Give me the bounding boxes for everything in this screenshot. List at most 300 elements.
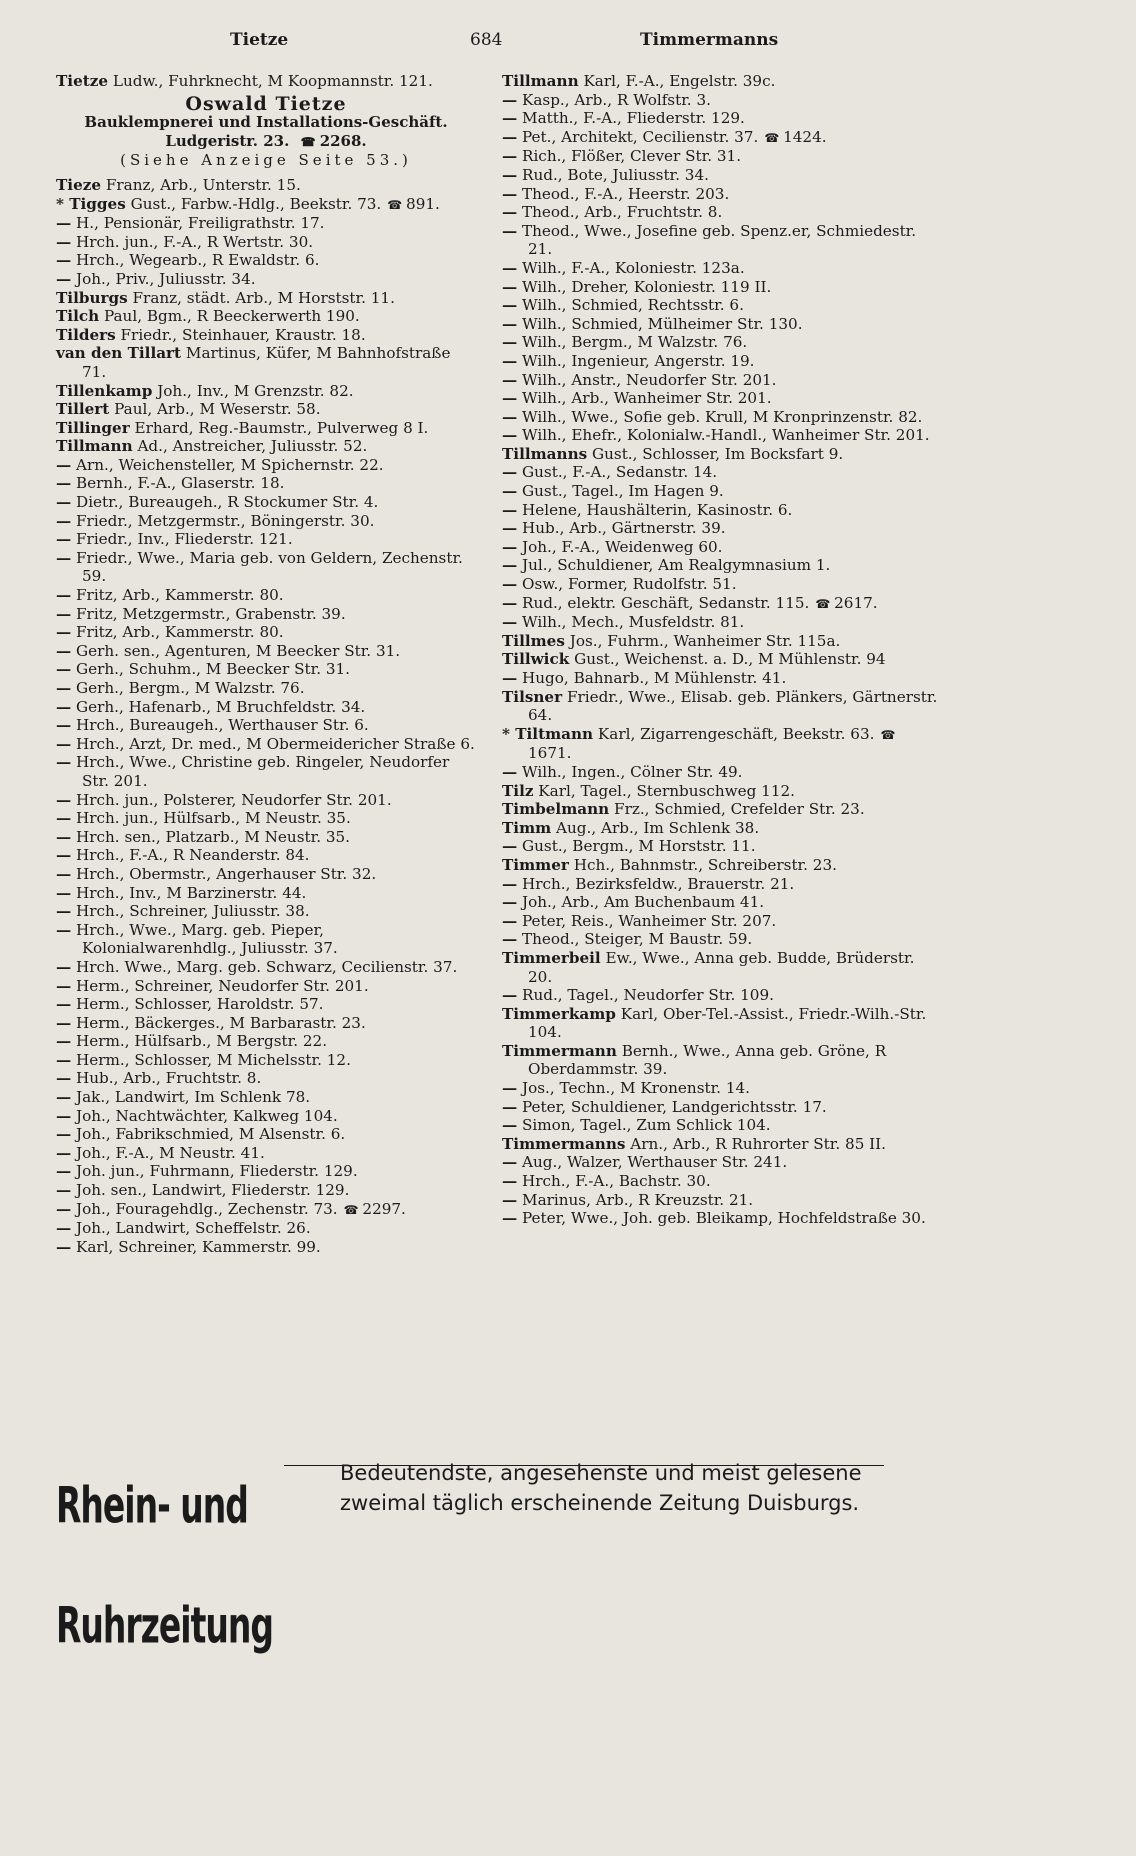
entry-details: Ew., Wwe., Anna geb. Budde, Brüderstr. 20.	[528, 948, 915, 986]
entry-name: —	[56, 269, 72, 288]
entry-details: Wilh., Arb., Wanheimer Str. 201.	[522, 389, 772, 408]
directory-entry	[56, 1014, 476, 1033]
entry-details: Pet., Architekt, Cecilienstr. 37.	[522, 127, 759, 146]
entry-name: Timm	[502, 818, 552, 837]
directory-entry	[56, 400, 476, 419]
directory-entry	[56, 456, 476, 475]
entry-name: —	[502, 127, 518, 146]
directory-entry	[502, 912, 942, 931]
entry-name: —	[56, 1162, 72, 1181]
entry-name: —	[502, 314, 518, 333]
entry-details: Rich., Flößer, Clever Str. 31.	[522, 147, 742, 166]
directory-entry	[502, 575, 942, 594]
entry-details: Hub., Arb., Fruchtstr. 8.	[76, 1069, 262, 1088]
entry-name: —	[56, 976, 72, 995]
directory-entry	[56, 605, 476, 624]
entry-name: —	[56, 883, 72, 902]
entry-details: Joh., Fouragehdlg., Zechenstr. 73.	[76, 1199, 338, 1218]
entry-details: Hrch., Schreiner, Juliusstr. 38.	[76, 902, 310, 921]
entry-name: —	[56, 474, 72, 493]
directory-entry	[502, 632, 942, 651]
entry-details: Jul., Schuldiener, Am Realgymnasium 1.	[522, 556, 831, 575]
entry-name: —	[56, 1219, 72, 1238]
entry-details: Hrch. jun., F.-A., R Wertstr. 30.	[76, 232, 314, 251]
entry-details: Hrch., Wwe., Christine geb. Ringeler, Neudorfer Str. 201.	[76, 753, 450, 790]
entry-details: Martinus, Küfer, M Bahnhofstraße 71.	[82, 344, 451, 381]
entry-name: —	[502, 90, 518, 109]
left-column	[56, 72, 476, 1256]
directory-entry	[56, 344, 476, 381]
ad-phone: ☎ 2268.	[301, 132, 367, 150]
entry-details: Arn., Weichensteller, M Spichernstr. 22.	[76, 455, 384, 474]
entry-details: Hrch., Arzt, Dr. med., M Obermeidericher Straße 6.	[76, 734, 475, 753]
directory-entry	[502, 1135, 942, 1154]
entry-details: Karl, Tagel., Sternbuschweg 112.	[538, 781, 796, 800]
entry-details: Friedr., Steinhauer, Kraustr. 18.	[120, 325, 366, 344]
directory-entry	[502, 1116, 942, 1135]
directory-entry	[56, 214, 476, 233]
entry-name: Tillwick	[502, 650, 570, 669]
entry-details: Hugo, Bahnarb., M Mühlenstr. 41.	[522, 669, 787, 687]
entry-details: Wilh., Schmied, Rechtsstr. 6.	[522, 296, 744, 315]
directory-entry	[502, 594, 942, 614]
directory-entry	[502, 1042, 942, 1079]
entry-name: Tilsner	[502, 687, 563, 706]
directory-entry	[502, 1153, 942, 1172]
entry-details: Joh., Fabrikschmied, M Alsenstr. 6.	[76, 1125, 346, 1144]
newspaper-brand: Rhein- und Ruhrzeitung	[56, 1476, 273, 1655]
entry-name: —	[502, 911, 518, 930]
entry-details: Hrch. Wwe., Marg. geb. Schwarz, Cecilienstr. 37.	[76, 957, 458, 976]
entry-name: —	[502, 277, 518, 296]
entry-name: van den Tillart	[56, 344, 182, 363]
directory-entry	[502, 893, 942, 912]
directory-entry	[56, 326, 476, 345]
entry-name: —	[502, 1079, 518, 1098]
entry-name: —	[502, 1153, 518, 1172]
page-number: 684	[470, 30, 503, 50]
entry-details: Theod., Wwe., Josefine geb. Spenz.er, Schmiedestr. 21.	[522, 221, 917, 259]
directory-entry	[502, 91, 942, 110]
directory-entry	[56, 1088, 476, 1107]
directory-entry	[502, 875, 942, 894]
entry-name: —	[502, 1116, 518, 1135]
entry-name: —	[56, 641, 72, 660]
directory-entry	[56, 270, 476, 289]
directory-entry	[502, 782, 942, 801]
directory-entry	[502, 109, 942, 128]
directory-entry	[56, 289, 476, 308]
entry-details: Aug., Walzer, Werthauser Str. 241.	[522, 1153, 788, 1172]
directory-entry	[56, 1219, 476, 1238]
directory-entry	[502, 837, 942, 856]
entry-name: —	[502, 203, 518, 222]
directory-entry	[56, 660, 476, 679]
entry-details: Theod., Steiger, M Baustr. 59.	[522, 930, 753, 949]
entry-name: Timmer	[502, 855, 569, 874]
newspaper-slogan	[340, 1458, 940, 1518]
entry-name: —	[502, 184, 518, 203]
directory-entry	[56, 865, 476, 884]
entry-name: —	[56, 1106, 72, 1125]
directory-entry	[502, 72, 942, 91]
entry-details: Frz., Schmied, Crefelder Str. 23.	[614, 800, 865, 819]
directory-entry	[502, 986, 942, 1005]
entry-details: Hrch., Wwe., Marg. geb. Pieper, Kolonialwarenhdlg., Juliusstr. 37.	[76, 920, 338, 958]
directory-entry	[56, 791, 476, 810]
entry-details: Joh., Priv., Juliusstr. 34.	[76, 269, 256, 288]
entry-name: * Tiltmann	[502, 724, 594, 743]
entry-name: —	[56, 846, 72, 865]
entry-details: Hrch., Wegearb., R Ewaldstr. 6.	[76, 251, 320, 270]
entry-name: —	[56, 586, 72, 605]
entry-details: Hub., Arb., Gärtnerstr. 39.	[522, 519, 726, 538]
entry-details: Wilh., Bergm., M Walzstr. 76.	[522, 333, 748, 352]
directory-entry	[56, 586, 476, 605]
directory-entry	[502, 725, 942, 763]
entry-name: —	[56, 827, 72, 846]
entry-details: Bernh., F.-A., Glaserstr. 18.	[76, 474, 285, 493]
entry-details: Jos., Techn., M Kronenstr. 14.	[522, 1079, 750, 1098]
entry-details: Wilh., Ingenieur, Angerstr. 19.	[522, 351, 755, 370]
directory-entry	[502, 185, 942, 204]
entry-name: —	[56, 530, 72, 549]
entry-name: Timmerkamp	[502, 1004, 616, 1023]
entry-name: —	[502, 1097, 518, 1116]
entry-details: Gust., Bergm., M Horststr. 11.	[522, 837, 756, 856]
entry-name: —	[502, 426, 518, 445]
entry-details: Gust., Weichenst. a. D., M Mühlenstr. 94	[574, 650, 886, 669]
directory-entry	[502, 315, 942, 334]
directory-entry	[56, 72, 476, 91]
directory-entry	[56, 1107, 476, 1126]
entry-details: Rud., Tagel., Neudorfer Str. 109.	[522, 986, 774, 1005]
entry-name: —	[56, 1088, 72, 1107]
entry-name: —	[56, 251, 72, 270]
entry-details: Wilh., Schmied, Mülheimer Str. 130.	[522, 314, 803, 333]
entry-details: Hrch., F.-A., R Neanderstr. 84.	[76, 846, 310, 865]
entry-name: Timbelmann	[502, 800, 610, 819]
entry-details: Herm., Schreiner, Neudorfer Str. 201.	[76, 976, 369, 995]
entry-details: Karl, Schreiner, Kammerstr. 99.	[76, 1237, 321, 1256]
entry-name: —	[56, 697, 72, 716]
entry-name: —	[502, 575, 518, 594]
directory-entry	[502, 333, 942, 352]
ad-address-line	[56, 132, 476, 152]
slogan-line-2: zweimal täglich erscheinende Zeitung Duisburgs.	[340, 1491, 860, 1515]
entry-details: Wilh., Wwe., Sofie geb. Krull, M Kronprinzenstr. 82.	[522, 407, 923, 426]
entry-details: Paul, Arb., M Weserstr. 58.	[114, 400, 321, 419]
entry-details: Helene, Haushälterin, Kasinostr. 6.	[522, 500, 793, 519]
directory-entry	[56, 977, 476, 996]
directory-entry	[502, 259, 942, 278]
entry-name: Tillinger	[56, 418, 130, 437]
entry-details: Hrch., Bureaugeh., Werthauser Str. 6.	[76, 716, 369, 735]
entry-name: —	[502, 333, 518, 352]
directory-entry	[502, 445, 942, 464]
directory-entry	[56, 753, 476, 790]
entry-name: —	[502, 389, 518, 408]
entry-details: Rud., elektr. Geschäft, Sedanstr. 115.	[522, 593, 810, 612]
entry-details: Herm., Schlosser, Haroldstr. 57.	[76, 995, 324, 1014]
entry-details: Ad., Anstreicher, Juliusstr. 52.	[137, 437, 368, 456]
entry-name: —	[56, 1199, 72, 1218]
directory-entry	[56, 437, 476, 456]
entry-phone: ☎ 2617.	[815, 594, 877, 612]
entry-details: Gust., Farbw.-Hdlg., Beekstr. 73.	[130, 194, 382, 213]
entry-details: Joh., Inv., M Grenzstr. 82.	[157, 381, 354, 400]
entry-details: Hrch., Bezirksfeldw., Brauerstr. 21.	[522, 874, 795, 893]
entry-name: —	[502, 407, 518, 426]
entry-details: Gust., Tagel., Im Hagen 9.	[522, 482, 724, 501]
entry-name: —	[56, 920, 72, 939]
directory-entry	[502, 856, 942, 875]
directory-entry	[56, 623, 476, 642]
entry-name: Timmerbeil	[502, 948, 601, 967]
entry-name: —	[56, 957, 72, 976]
entry-details: Kasp., Arb., R Wolfstr. 3.	[522, 90, 711, 109]
entry-details: Erhard, Reg.-Baumstr., Pulverweg 8 I.	[134, 418, 429, 437]
entry-details: Aug., Arb., Im Schlenk 38.	[556, 818, 760, 837]
entry-name: —	[502, 165, 518, 184]
entry-name: —	[56, 1125, 72, 1144]
directory-entry	[56, 884, 476, 903]
entry-details: Herm., Hülfsarb., M Bergstr. 22.	[76, 1032, 328, 1051]
entry-details: Jos., Fuhrm., Wanheimer Str. 115a.	[569, 631, 841, 650]
entry-details: Joh., Arb., Am Buchenbaum 41.	[522, 893, 765, 912]
entry-phone: ☎ 2297.	[344, 1200, 406, 1218]
directory-entry	[56, 1181, 476, 1200]
entry-details: Hrch., F.-A., Bachstr. 30.	[522, 1172, 711, 1191]
directory-entry	[502, 650, 942, 669]
entry-name: Tilz	[502, 781, 534, 800]
entry-phone: ☎ 891.	[387, 195, 440, 213]
directory-entry	[56, 474, 476, 493]
entry-details: Joh., F.-A., M Neustr. 41.	[76, 1143, 265, 1162]
entry-details: Herm., Bäckerges., M Barbarastr. 23.	[76, 1013, 366, 1032]
directory-entry	[56, 642, 476, 661]
entry-name: —	[502, 351, 518, 370]
entry-details: Karl, F.-A., Engelstr. 39c.	[583, 72, 776, 90]
entry-name: —	[56, 1050, 72, 1069]
entry-details: Paul, Bgm., R Beeckerwerth 190.	[103, 307, 360, 326]
entry-name: —	[502, 930, 518, 949]
entry-name: —	[502, 593, 518, 612]
directory-entry	[502, 352, 942, 371]
entry-details: Karl, Zigarrengeschäft, Beekstr. 63.	[597, 724, 875, 743]
directory-entry	[56, 1125, 476, 1144]
directory-entry	[502, 128, 942, 148]
entry-name: —	[56, 455, 72, 474]
directory-entry	[502, 389, 942, 408]
directory-entry	[56, 846, 476, 865]
entry-details: Wilh., Dreher, Koloniestr. 119 II.	[522, 277, 772, 296]
entry-details: Hch., Bahnmstr., Schreiberstr. 23.	[573, 855, 837, 874]
entry-name: Tilders	[56, 325, 116, 344]
entry-name: —	[502, 296, 518, 315]
entry-name: —	[56, 1237, 72, 1256]
directory-entry	[502, 203, 942, 222]
entry-name: —	[502, 258, 518, 277]
entry-details: Gerh. sen., Agenturen, M Beecker Str. 31.	[76, 641, 401, 660]
entry-name: —	[502, 874, 518, 893]
entry-details: Joh. sen., Landwirt, Fliederstr. 129.	[76, 1181, 350, 1200]
entry-details: Hrch., Obermstr., Angerhauser Str. 32.	[76, 864, 377, 883]
directory-entry	[502, 763, 942, 782]
entry-details: Theod., F.-A., Heerstr. 203.	[522, 184, 730, 203]
directory-entry	[502, 1079, 942, 1098]
directory-entry	[502, 482, 942, 501]
entry-details: Bernh., Wwe., Anna geb. Gröne, R Oberdammstr. 39.	[528, 1041, 887, 1079]
entry-name: Tillmes	[502, 631, 565, 650]
entry-name: —	[502, 147, 518, 166]
entry-name: * Tigges	[56, 194, 126, 213]
entry-name: Timmermanns	[502, 1134, 626, 1153]
entry-name: —	[56, 1143, 72, 1162]
entry-details: Gerh., Bergm., M Walzstr. 76.	[76, 679, 305, 697]
entry-details: Wilh., F.-A., Koloniestr. 123a.	[522, 258, 745, 277]
directory-entry	[502, 463, 942, 482]
directory-entry	[502, 556, 942, 575]
entry-name: Tillmann	[56, 437, 133, 456]
directory-entry	[56, 809, 476, 828]
directory-entry	[56, 382, 476, 401]
entry-details: Simon, Tagel., Zum Schlick 104.	[522, 1116, 771, 1135]
entry-details: Wilh., Mech., Musfeldstr. 81.	[522, 613, 745, 632]
directory-entry	[56, 828, 476, 847]
directory-entry	[502, 538, 942, 557]
entry-name: —	[502, 519, 518, 538]
entry-name: —	[502, 500, 518, 519]
entry-name: —	[502, 556, 518, 575]
entry-name: —	[502, 669, 518, 687]
entry-name: —	[502, 1209, 518, 1228]
ad-business-line: Bauklempnerei und Installations-Geschäft.	[84, 113, 448, 132]
header-left-keyword: Tietze	[230, 30, 289, 50]
directory-entry	[56, 307, 476, 326]
entry-name: —	[56, 1181, 72, 1200]
entry-details: Ludw., Fuhrknecht, M Koopmannstr. 121.	[112, 72, 433, 90]
entry-details: Peter, Wwe., Joh. geb. Bleikamp, Hochfeldstraße 30.	[522, 1209, 926, 1228]
directory-entry	[502, 1098, 942, 1117]
directory-entry	[56, 995, 476, 1014]
page-header	[0, 30, 960, 60]
entry-details: Karl, Ober-Tel.-Assist., Friedr.-Wilh.-Str. 104.	[528, 1004, 927, 1042]
directory-entry	[56, 921, 476, 958]
entry-details: Joh., Landwirt, Scheffelstr. 26.	[76, 1219, 311, 1238]
directory-entry	[502, 819, 942, 838]
entry-details: Hrch. jun., Hülfsarb., M Neustr. 35.	[76, 809, 351, 828]
entry-details: Gust., F.-A., Sedanstr. 14.	[522, 463, 718, 482]
entry-name: —	[56, 790, 72, 809]
entry-phone: ☎ 1671.	[528, 725, 895, 763]
directory-entry	[502, 1191, 942, 1210]
directory-entry	[56, 1051, 476, 1070]
newspaper-advertisement	[56, 1458, 936, 1655]
header-right-keyword: Timmermanns	[640, 30, 779, 50]
entry-name: —	[502, 482, 518, 501]
entry-name: —	[56, 753, 72, 772]
entry-name: —	[56, 1013, 72, 1032]
entry-details: Franz, Arb., Unterstr. 15.	[105, 175, 301, 194]
directory-entry	[56, 679, 476, 698]
entry-details: Peter, Schuldiener, Landgerichtsstr. 17.	[522, 1097, 827, 1116]
entry-name: —	[502, 613, 518, 632]
entry-details: Joh. jun., Fuhrmann, Fliederstr. 129.	[76, 1162, 358, 1181]
entry-details: Jak., Landwirt, Im Schlenk 78.	[76, 1088, 311, 1107]
directory-entry	[56, 251, 476, 270]
directory-entry	[56, 1162, 476, 1181]
entry-details: Dietr., Bureaugeh., R Stockumer Str. 4.	[76, 493, 379, 512]
entry-name: —	[56, 995, 72, 1014]
entry-name: —	[502, 762, 518, 781]
entry-details: Wilh., Ingen., Cölner Str. 49.	[522, 762, 743, 781]
directory-entry	[502, 222, 942, 259]
directory-entry	[56, 493, 476, 512]
entry-name: —	[56, 902, 72, 921]
ad-address: Ludgeristr. 23.	[165, 131, 290, 150]
entry-name: —	[502, 537, 518, 556]
entry-name: —	[502, 1190, 518, 1209]
entry-name: —	[56, 660, 72, 679]
directory-entry	[502, 669, 942, 688]
entry-details: Franz, städt. Arb., M Horststr. 11.	[132, 288, 395, 307]
entry-details: Wilh., Ehefr., Kolonialw.-Handl., Wanheimer Str. 201.	[522, 426, 930, 445]
entry-name: —	[502, 221, 518, 240]
right-column	[502, 72, 942, 1228]
entry-name: —	[56, 864, 72, 883]
slogan-line-1: Bedeutendste, angesehenste und meist gelesene	[340, 1461, 862, 1485]
entry-name: —	[56, 809, 72, 828]
entry-details: Friedr., Metzgermstr., Böningerstr. 30.	[76, 511, 375, 530]
entry-details: H., Pensionär, Freiligrathstr. 17.	[76, 214, 325, 233]
entry-name: Tilburgs	[56, 288, 128, 307]
entry-details: Joh., Nachtwächter, Kalkweg 104.	[76, 1106, 338, 1125]
directory-entry	[56, 195, 476, 215]
directory-entry	[56, 530, 476, 549]
entry-name: —	[56, 623, 72, 642]
directory-entry	[502, 1209, 942, 1228]
entry-name: —	[56, 493, 72, 512]
entry-details: Gerh., Hafenarb., M Bruchfeldstr. 34.	[76, 697, 366, 716]
entry-details: Wilh., Anstr., Neudorfer Str. 201.	[522, 370, 777, 389]
entry-name: —	[56, 1069, 72, 1088]
ad-title: Oswald Tietze	[185, 92, 347, 115]
directory-entry	[56, 958, 476, 977]
entry-name: —	[502, 463, 518, 482]
entry-details: Hrch. sen., Platzarb., M Neustr. 35.	[76, 827, 350, 846]
directory-entry	[56, 176, 476, 195]
directory-entry	[502, 296, 942, 315]
entry-details: Peter, Reis., Wanheimer Str. 207.	[522, 911, 777, 930]
entry-details: Fritz, Arb., Kammerstr. 80.	[76, 586, 284, 605]
entry-name: —	[502, 370, 518, 389]
entry-details: Hrch., Inv., M Barzinerstr. 44.	[76, 883, 307, 902]
directory-entry	[502, 408, 942, 427]
entry-details: Friedr., Inv., Fliederstr. 121.	[76, 530, 293, 549]
entry-details: Gerh., Schuhm., M Beecker Str. 31.	[76, 660, 351, 679]
entry-name: Tillmanns	[502, 444, 588, 463]
entry-name: Tillert	[56, 400, 110, 419]
directory-entry	[56, 716, 476, 735]
directory-entry	[502, 426, 942, 445]
entry-details: Fritz, Metzgermstr., Grabenstr. 39.	[76, 604, 346, 623]
entry-name: —	[502, 1172, 518, 1191]
directory-entry	[56, 902, 476, 921]
directory-entry	[502, 1172, 942, 1191]
entry-details: Fritz, Arb., Kammerstr. 80.	[76, 623, 284, 642]
entry-name: Tilch	[56, 307, 100, 326]
